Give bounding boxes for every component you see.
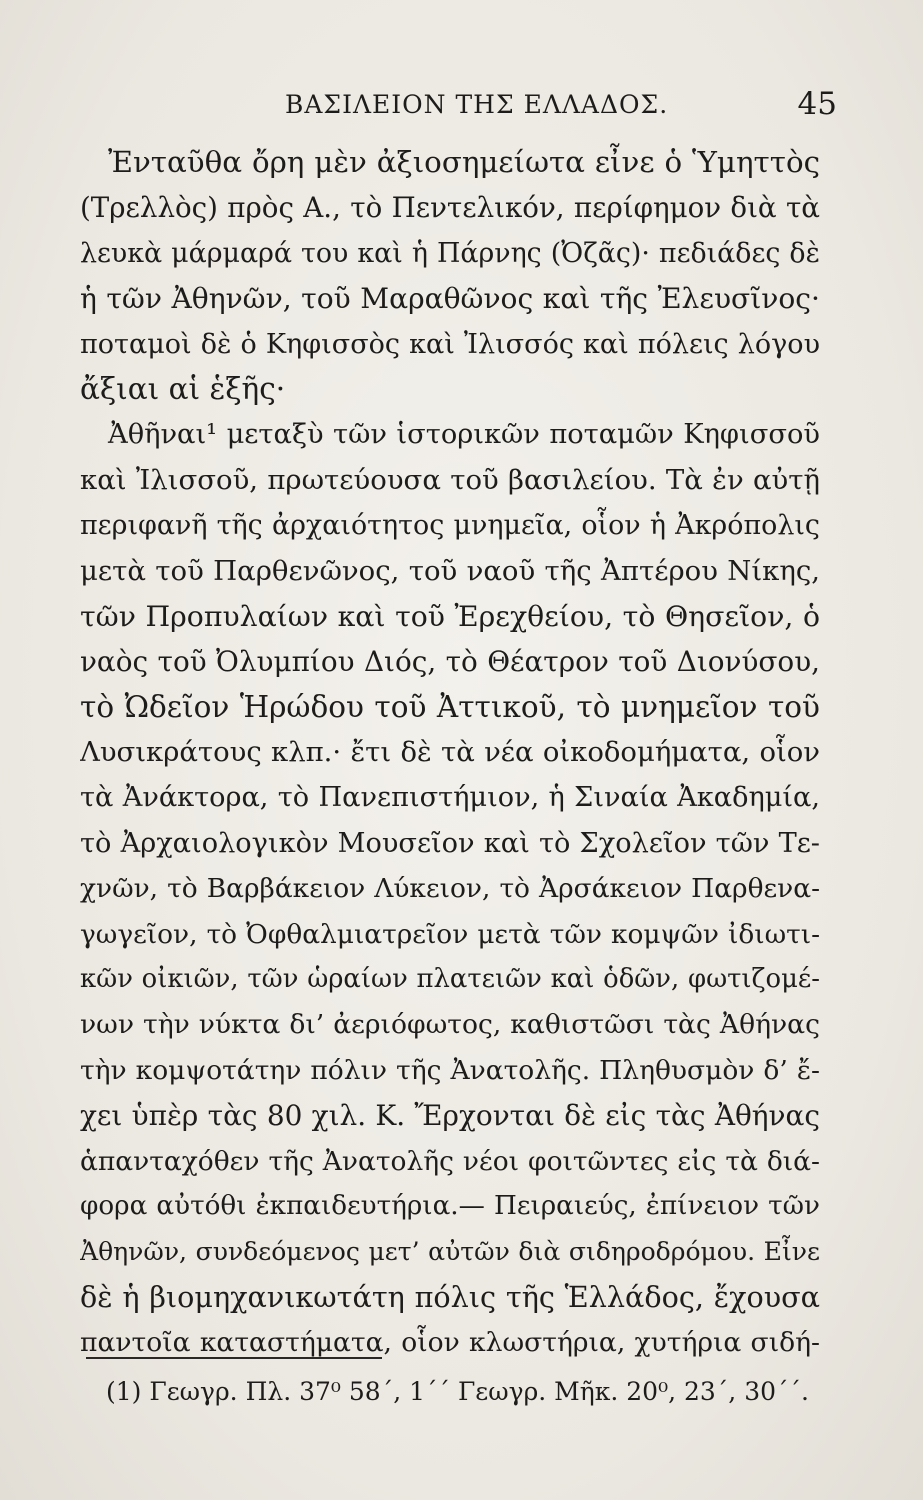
footnote: (1) Γεωγρ. Πλ. 37⁰ 58΄, 1΄΄ Γεωγρ. Μῆκ. 20⁰, 23΄, 30΄΄.	[106, 1377, 809, 1406]
text-line: τῶν Προπυλαίων καὶ τοῦ Ἐρεχθείου, τὸ Θησεῖον, ὁ	[80, 599, 820, 633]
text-line: Ἀθῆναι¹ μεταξὺ τῶν ἱστορικῶν ποταμῶν Κηφισσοῦ	[108, 419, 820, 451]
text-line: τὴν κομψοτάτην πόλιν τῆς Ἀνατολῆς. Πληθυσμὸν δ’ ἔ-	[80, 1054, 820, 1086]
text-line: τὸ Ἀρχαιολογικὸν Μουσεῖον καὶ τὸ Σχολεῖον τῶν Τε-	[80, 827, 820, 859]
text-line: παντοῖα καταστήματα, οἷον κλωστήρια, χυτήρια σιδή-	[80, 1327, 820, 1359]
page-header	[80, 86, 837, 126]
text-line: τὸ Ὠδεῖον Ἡρώδου τοῦ Ἀττικοῦ, τὸ μνημεῖον τοῦ	[80, 689, 820, 724]
text-line: κῶν οἰκιῶν, τῶν ὡραίων πλατειῶν καὶ ὁδῶν, φωτιζομέ-	[80, 964, 820, 995]
text-line: χει ὑπὲρ τὰς 80 χιλ. Κ. Ἔρχονται δὲ εἰς τὰς Ἀθήνας	[80, 1099, 820, 1133]
text-line: μετὰ τοῦ Παρθενῶνος, τοῦ ναοῦ τῆς Ἀπτέρου Νίκης,	[80, 554, 820, 587]
body-text	[80, 140, 820, 1366]
text-line: τὰ Ἀνάκτορα, τὸ Πανεπιστήμιον, ἡ Σιναία Ἀκαδημία,	[80, 782, 820, 814]
text-line: Ἐνταῦθα ὄρη μὲν ἀξιοσημείωτα εἶνε ὁ Ὑμηττὸς	[108, 145, 820, 179]
text-line: καὶ Ἰλισσοῦ, πρωτεύουσα τοῦ βασιλείου. Τὰ ἐν αὐτῇ	[80, 463, 820, 496]
text-line: ἄξιαι αἱ ἑξῆς·	[80, 371, 286, 406]
text-line: ποταμοὶ δὲ ὁ Κηφισσὸς καὶ Ἰλισσός καὶ πόλεις λόγου	[80, 328, 820, 360]
text-line: γωγεῖον, τὸ Ὀφθαλμιατρεῖον μετὰ τῶν κομψῶν ἰδιωτι-	[80, 918, 820, 950]
text-line: Λυσικράτους κλπ.· ἔτι δὲ τὰ νέα οἰκοδομήματα, οἷον	[80, 736, 820, 769]
text-line: ἁπανταχόθεν τῆς Ἀνατολῆς νέοι φοιτῶντες εἰς τὰ διά-	[80, 1145, 820, 1177]
text-line: λευκὰ μάρμαρά του καὶ ἡ Πάρνης (Ὀζᾶς)· πεδιάδες δὲ	[80, 237, 820, 269]
text-line: δὲ ἡ βιομηχανικωτάτη πόλις τῆς Ἑλλάδος, ἔχουσα	[80, 1279, 820, 1314]
text-line: (Τρελλὸς) πρὸς Α., τὸ Πεντελικόν, περίφημον διὰ τὰ	[80, 191, 820, 225]
text-line: ναὸς τοῦ Ὀλυμπίου Διός, τὸ Θέατρον τοῦ Διονύσου,	[80, 645, 820, 679]
text-line: ἡ τῶν Ἀθηνῶν, τοῦ Μαραθῶνος καὶ τῆς Ἐλευσῖνος·	[80, 282, 820, 316]
running-head: ΒΑΣΙΛΕΙΟΝ ΤΗΣ ΕΛΛΑΔΟΣ.	[285, 90, 669, 119]
text-line: χνῶν, τὸ Βαρβάκειον Λύκειον, τὸ Ἀρσάκειον Παρθενα-	[80, 873, 820, 905]
text-line: Ἀθηνῶν, συνδεόμενος μετ’ αὐτῶν διὰ σιδηροδρόμου. Εἶνε	[80, 1237, 820, 1267]
page-number: 45	[797, 86, 837, 122]
text-line: νων τὴν νύκτα δι’ ἀεριόφωτος, καθιστῶσι τὰς Ἀθήνας	[80, 1009, 820, 1041]
text-line: περιφανῆ τῆς ἀρχαιότητος μνημεῖα, οἷον ἡ Ἀκρόπολις	[80, 510, 820, 542]
text-line: φορα αὐτόθι ἐκπαιδευτήρια.— Πειραιεύς, ἐπίνειον τῶν	[80, 1190, 820, 1221]
footnote-divider	[86, 1357, 382, 1359]
